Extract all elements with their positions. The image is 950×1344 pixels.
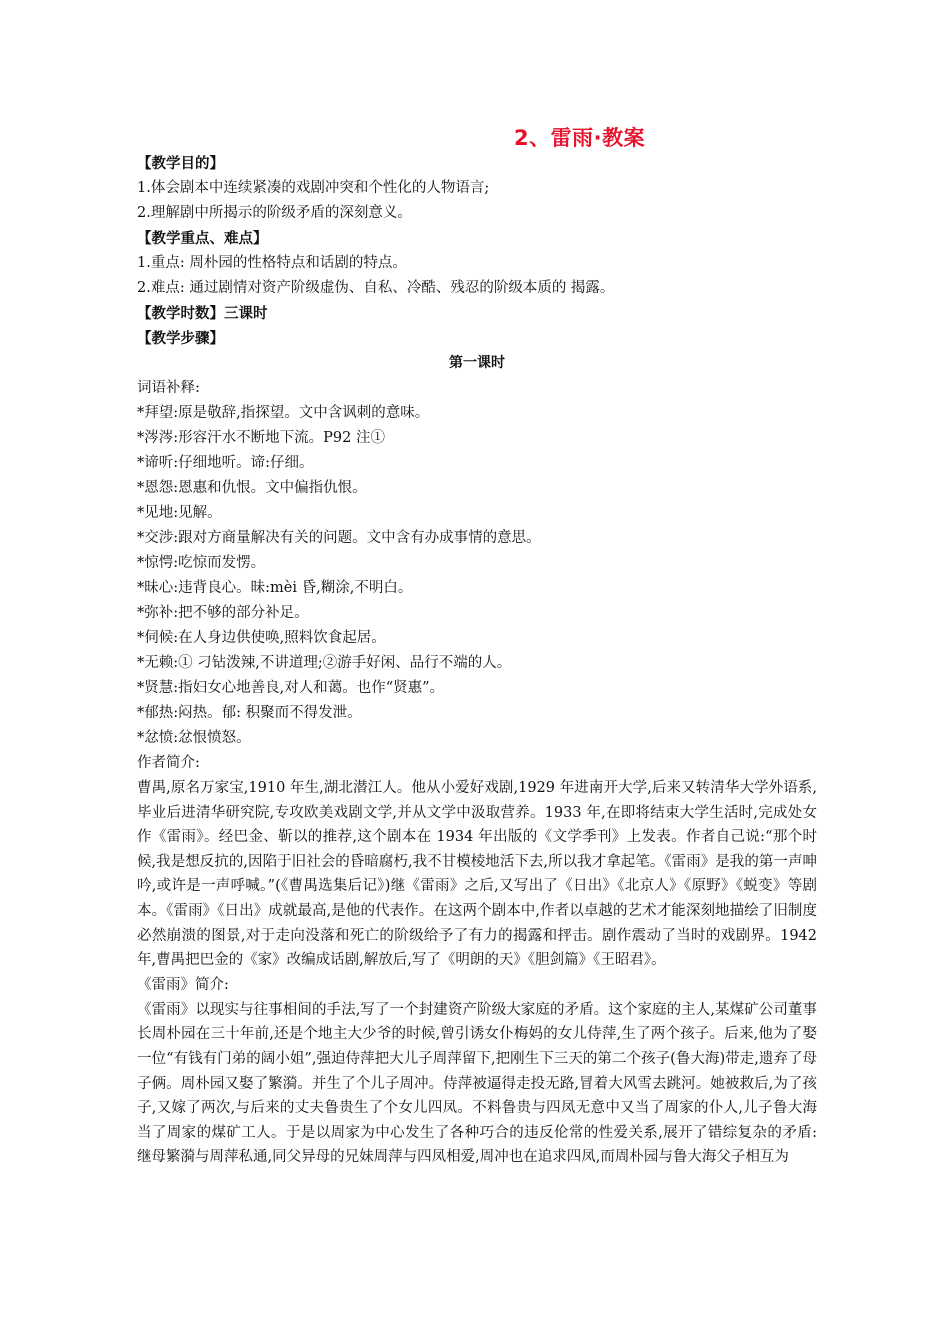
vocab-item: *昧心:违背良心。昧:mèi 昏,糊涂,不明白。 [137, 580, 413, 596]
lesson-heading: 第一课时 [449, 355, 505, 371]
teaching-hours: 【教学时数】三课时 [137, 305, 268, 322]
goal-item: 1.体会剧本中连续紧凑的戏剧冲突和个性化的人物语言; [137, 180, 490, 196]
summary-label: 《雷雨》简介: [137, 976, 229, 993]
vocab-item: *惊愕:吃惊而发愣。 [137, 555, 266, 571]
key-point-item: 1.重点: 周朴园的性格特点和话剧的特点。 [137, 255, 407, 271]
vocab-item: *涔涔:形容汗水不断地下流。P92 注① [137, 430, 385, 446]
summary-section [137, 998, 817, 1170]
key-point-item: 2.难点: 通过剧情对资产阶级虚伪、自私、冷酷、残忍的阶级本质的 揭露。 [137, 280, 615, 296]
document-body [137, 151, 817, 1170]
vocab-label: 词语补释: [137, 380, 200, 396]
vocab-item: *拜望:原是敬辞,指探望。文中含讽刺的意味。 [137, 405, 430, 421]
vocab-item: *无赖:① 刁钻泼辣,不讲道理;②游手好闲、品行不端的人。 [137, 655, 512, 671]
vocab-item: *郁热:闷热。郁: 积聚而不得发泄。 [137, 705, 362, 721]
vocab-item: *伺候:在人身边供使唤,照料饮食起居。 [137, 630, 386, 646]
vocab-item: *弥补:把不够的部分补足。 [137, 605, 309, 621]
steps-heading: 【教学步骤】 [137, 330, 224, 347]
goals-heading: 【教学目的】 [137, 155, 224, 172]
author-label: 作者简介: [137, 755, 200, 771]
author-paragraph: 曹禺,原名万家宝,1910 年生,湖北潜江人。他从小爱好戏剧,1929 年进南开大学,后来又转清华大学外语系,毕业后进清华研究院,专攻欧美戏剧文学,并从文学中汲取营养。1933 年,在即将结束大学生活时,完成处女作《雷雨》。经巴金、靳以的推荐,这个剧本在 1934 年出版的《文学季刊》上发表。作者自己说:“那个时候,我是想反抗的,因陷于旧社会的昏暗腐朽,我不甘模棱地活下去,所以我才拿起笔。《雷雨》是我的第一声呻吟,或许是一声呼喊。”(《曹禺选集后记》)继《雷雨》之后,又写出了《日出》《北京人》《原野》《蜕变》等剧本。《雷雨》《日出》成就最高,是他的代表作。在这两个剧本中,作者以卓越的艺术才能深刻地描绘了旧制度必然崩溃的图景,对于走向没落和死亡的阶级给予了有力的揭露和抨击。剧作震动了当时的戏剧界。1942 年,曹禺把巴金的《家》改编成话剧,解放后,写了《明朗的天》《胆剑篇》《王昭君》。 [137, 780, 817, 969]
document-title: 2、雷雨·教案 [514, 126, 646, 150]
vocab-item: *交涉:跟对方商量解决有关的问题。文中含有办成事情的意思。 [137, 530, 541, 546]
vocab-item: *谛听:仔细地听。谛:仔细。 [137, 455, 314, 471]
summary-paragraph: 《雷雨》以现实与往事相间的手法,写了一个封建资产阶级大家庭的矛盾。这个家庭的主人,某煤矿公司董事长周朴园在三十年前,还是个地主大少爷的时候,曾引诱女仆梅妈的女儿侍萍,生了两个孩子。后来,他为了娶一位“有钱有门弟的阔小姐”,强迫侍萍把大儿子周萍留下,把刚生下三天的第二个孩子(鲁大海)带走,遗弃了母子俩。周朴园又娶了繁漪。并生了个儿子周冲。侍萍被逼得走投无路,冒着大风雪去跳河。她被救后,为了孩子,又嫁了两次,与后来的丈夫鲁贵生了个女儿四凤。不料鲁贵与四凤无意中又当了周家的仆人,儿子鲁大海当了周家的煤矿工人。于是以周家为中心发生了各种巧合的违反伦常的性爱关系,展开了错综复杂的矛盾: 继母繁漪与周萍私通,同父异母的兄妹周萍与四凤相爱,周冲也在追求四凤,而周朴园与鲁大海父子相互为 [137, 1001, 817, 1166]
author-section [137, 776, 817, 973]
vocab-item: *贤慧:指妇女心地善良,对人和蔼。也作“贤惠”。 [137, 680, 445, 696]
vocab-item: *恩怨:恩惠和仇恨。文中偏指仇恨。 [137, 480, 367, 496]
key-points-heading: 【教学重点、难点】 [137, 230, 268, 247]
vocab-item: *忿愤:忿恨愤怒。 [137, 730, 251, 746]
vocab-item: *见地:见解。 [137, 505, 222, 521]
goal-item: 2.理解剧中所揭示的阶级矛盾的深刻意义。 [137, 205, 412, 221]
